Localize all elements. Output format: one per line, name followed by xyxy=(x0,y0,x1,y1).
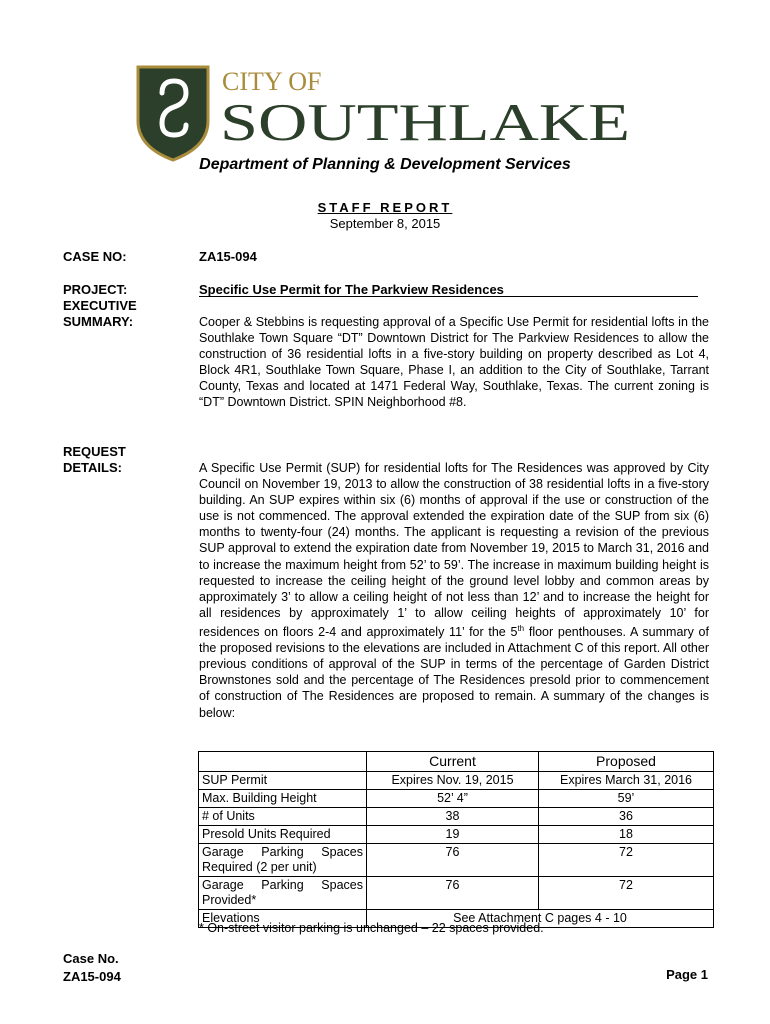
table-header-proposed: Proposed xyxy=(539,752,714,772)
table-header-current: Current xyxy=(367,752,539,772)
row-current: 76 xyxy=(367,844,539,877)
table-row xyxy=(199,772,714,790)
row-proposed: 72 xyxy=(539,877,714,910)
row-current: 52’ 4” xyxy=(367,790,539,808)
report-title: STAFF REPORT xyxy=(317,200,453,215)
logo-line2: SOUTHLAKE xyxy=(220,94,630,152)
row-proposed: 18 xyxy=(539,826,714,844)
logo-line1: CITY OF xyxy=(222,67,322,96)
row-proposed: 36 xyxy=(539,808,714,826)
request-label-line2: DETAILS: xyxy=(63,460,122,475)
row-current: 19 xyxy=(367,826,539,844)
row-proposed: Expires March 31, 2016 xyxy=(539,772,714,790)
footer-case-label: Case No. xyxy=(63,951,119,966)
row-current: 76 xyxy=(367,877,539,910)
row-label: Elevations xyxy=(199,910,367,928)
row-label: # of Units xyxy=(199,808,367,826)
request-text-part2: floor penthouses. A summary of the proposed revisions to the elevations are included in Attachment C of this report. All other previous conditions of approval of the SUP in terms of the percentage of Garden District Brownstones sold and the percentage of The Residences presold prior to commencement of construction of The Residences are proposed to remain. A summary of the changes is below: xyxy=(199,625,709,720)
table-row xyxy=(199,808,714,826)
footer-case xyxy=(63,950,121,986)
project-value: Specific Use Permit for The Parkview Residences xyxy=(199,282,504,297)
project-label: PROJECT: xyxy=(63,282,128,297)
request-text-part1: A Specific Use Permit (SUP) for residential lofts for The Residences was approved by City Council on November 19, 2013 to allow the construction of 38 residential lofts in a five-story building. An SUP expires within six (6) months of approval if the use or construction of the use is not commenced. The approval extended the expiration date of the SUP from six (6) months to twenty-four (24) months. The applicant is requesting a revision of the previous SUP approval to extend the expiration date from November 19, 2015 to March 31, 2016 and to increase the maximum height from 52’ to 59’. The increase in maximum building height is requested to increase the ceiling height of the ground level lobby and common areas by approximately 3’ to allow a ceiling height of not less than 12’ and to increase the height for all residences by approximately 1’ to allow ceiling heights of approximately 10’ for residences on floors 2-4 and approximately 11’ for the 5 xyxy=(199,461,709,640)
row-proposed: 59’ xyxy=(539,790,714,808)
footer-case-value: ZA15-094 xyxy=(63,969,121,984)
row-label: Presold Units Required xyxy=(199,826,367,844)
report-date: September 8, 2015 xyxy=(329,216,441,231)
project-underline xyxy=(199,296,698,297)
table-header-blank xyxy=(199,752,367,772)
table-row xyxy=(199,844,714,877)
table-row xyxy=(199,826,714,844)
row-label: Garage Parking Spaces Required (2 per unit) xyxy=(199,844,367,877)
table-header-row xyxy=(199,752,714,772)
case-label: CASE NO: xyxy=(63,249,127,264)
request-details-text xyxy=(199,460,709,721)
row-label: Garage Parking Spaces Provided* xyxy=(199,877,367,910)
row-current: Expires Nov. 19, 2015 xyxy=(367,772,539,790)
executive-summary-label xyxy=(63,298,137,330)
row-current: 38 xyxy=(367,808,539,826)
comparison-table xyxy=(198,751,714,928)
row-proposed: 72 xyxy=(539,844,714,877)
city-logo xyxy=(134,63,634,163)
page-number: Page 1 xyxy=(666,967,708,982)
table-row xyxy=(199,790,714,808)
request-superscript: th xyxy=(517,623,525,633)
department-title: Department of Planning & Development Services xyxy=(199,156,571,173)
executive-summary-text: Cooper & Stebbins is requesting approval of a Specific Use Permit for residential lofts in the Southlake Town Square “DT” Downtown District for The Parkview Residences to allow the construction of 36 residential lofts in a five-story building on property described as Lot 4, Block 4R1, Southlake Town Square, Phase I, an addition to the City of Southlake, Tarrant County, Texas and located at 1471 Federal Way, Southlake, Texas. The current zoning is “DT” Downtown District. SPIN Neighborhood #8. xyxy=(199,315,709,410)
request-label-line1: REQUEST xyxy=(63,444,126,459)
elevations-value: See Attachment C pages 4 - 10 xyxy=(367,910,714,928)
row-label: Max. Building Height xyxy=(199,790,367,808)
executive-label-line1: EXECUTIVE xyxy=(63,298,137,313)
table-row xyxy=(199,877,714,910)
request-details-label xyxy=(63,444,126,476)
executive-label-line2: SUMMARY: xyxy=(63,314,134,329)
row-label: SUP Permit xyxy=(199,772,367,790)
case-value: ZA15-094 xyxy=(199,249,257,264)
table-footnote: * On-street visitor parking is unchanged – 22 spaces provided. xyxy=(199,921,544,935)
